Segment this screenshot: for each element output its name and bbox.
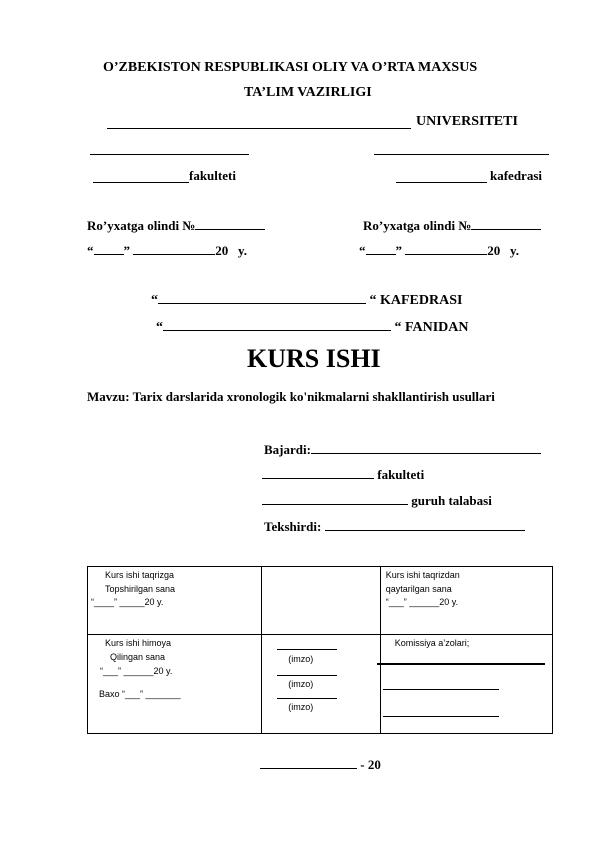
table-row: [88, 635, 553, 734]
taqrizdan-text-1: Kurs ishi taqrizdan: [385, 570, 460, 580]
fakulteti-line: fakulteti: [262, 467, 424, 483]
komissiya-label: Komissiya a’zolari;: [394, 638, 470, 648]
registration-date-right: “ ” 20 y.: [359, 243, 520, 258]
department-name-line: [396, 182, 487, 183]
registration-date-left: “ ” 20 y.: [87, 243, 248, 258]
department-label: kafedrasi: [490, 168, 542, 183]
taqrizdan-text-2: qaytarilgan sana: [385, 584, 452, 594]
bajardi-line: Bajardi:: [264, 442, 541, 458]
komissiya-line-3: [383, 716, 499, 717]
himoya-text-1: Kurs ishi himoya: [105, 638, 172, 648]
cell-komissiya: [380, 635, 552, 734]
tekshirdi-line: Tekshirdi:: [264, 519, 525, 535]
university-name-line: [107, 128, 411, 129]
cell-taqrizdan: [380, 567, 552, 635]
table-row: [88, 567, 553, 635]
baxo-line: Baxo “___” _______: [99, 689, 181, 699]
imzo-line-1: [277, 649, 337, 650]
taqrizga-text-2: Topshirilgan sana: [105, 584, 176, 594]
faculty-name-line: [93, 182, 189, 183]
topic-line: Mavzu: Tarix darslarida xronologik ko'nikmalarni shakllantirish usullari: [87, 389, 495, 404]
ministry-line-2: TA’LIM VAZIRLIGI: [244, 85, 372, 100]
imzo-line-2: [277, 675, 337, 676]
komissiya-line-2: [383, 689, 499, 690]
left-blank-line: [90, 154, 249, 155]
taqrizga-text-1: Kurs ishi taqrizga: [105, 570, 175, 580]
right-blank-line: [374, 154, 549, 155]
footer-year-line: - 20: [260, 757, 381, 773]
komissiya-line-1: [377, 663, 545, 665]
kafedra-line: “ “ KAFEDRASI: [151, 293, 463, 308]
cell-taqrizga: [88, 567, 262, 635]
registration-left: Ro’yxatga olindi №: [87, 218, 265, 234]
imzo-label-2: (imzo): [288, 679, 314, 689]
imzo-label-3: (imzo): [288, 702, 314, 712]
signature-table: [87, 566, 553, 734]
himoya-text-2: Qilingan sana: [110, 652, 166, 662]
taqrizga-date: “____” _____20 y.: [91, 597, 164, 607]
registration-right: Ro’yxatga olindi №: [363, 218, 541, 234]
document-title: KURS ISHI: [247, 344, 381, 373]
taqrizdan-date: “___” ______20 y.: [385, 597, 459, 607]
guruh-line: guruh talabasi: [262, 493, 492, 509]
cell-imzo: [262, 635, 380, 734]
ministry-line-1: O’ZBEKISTON RESPUBLIKASI OLIY VA O’RTA MAXSUS: [103, 60, 478, 75]
university-label: UNIVERSITETI: [416, 114, 518, 129]
himoya-date: “___” ______20 y.: [100, 666, 173, 676]
cell-empty: [262, 567, 380, 635]
faculty-label: fakulteti: [189, 168, 236, 183]
imzo-label-1: (imzo): [288, 654, 314, 664]
imzo-line-3: [277, 698, 337, 699]
fan-line: “ “ FANIDAN: [156, 320, 469, 335]
cell-himoya: [88, 635, 262, 734]
